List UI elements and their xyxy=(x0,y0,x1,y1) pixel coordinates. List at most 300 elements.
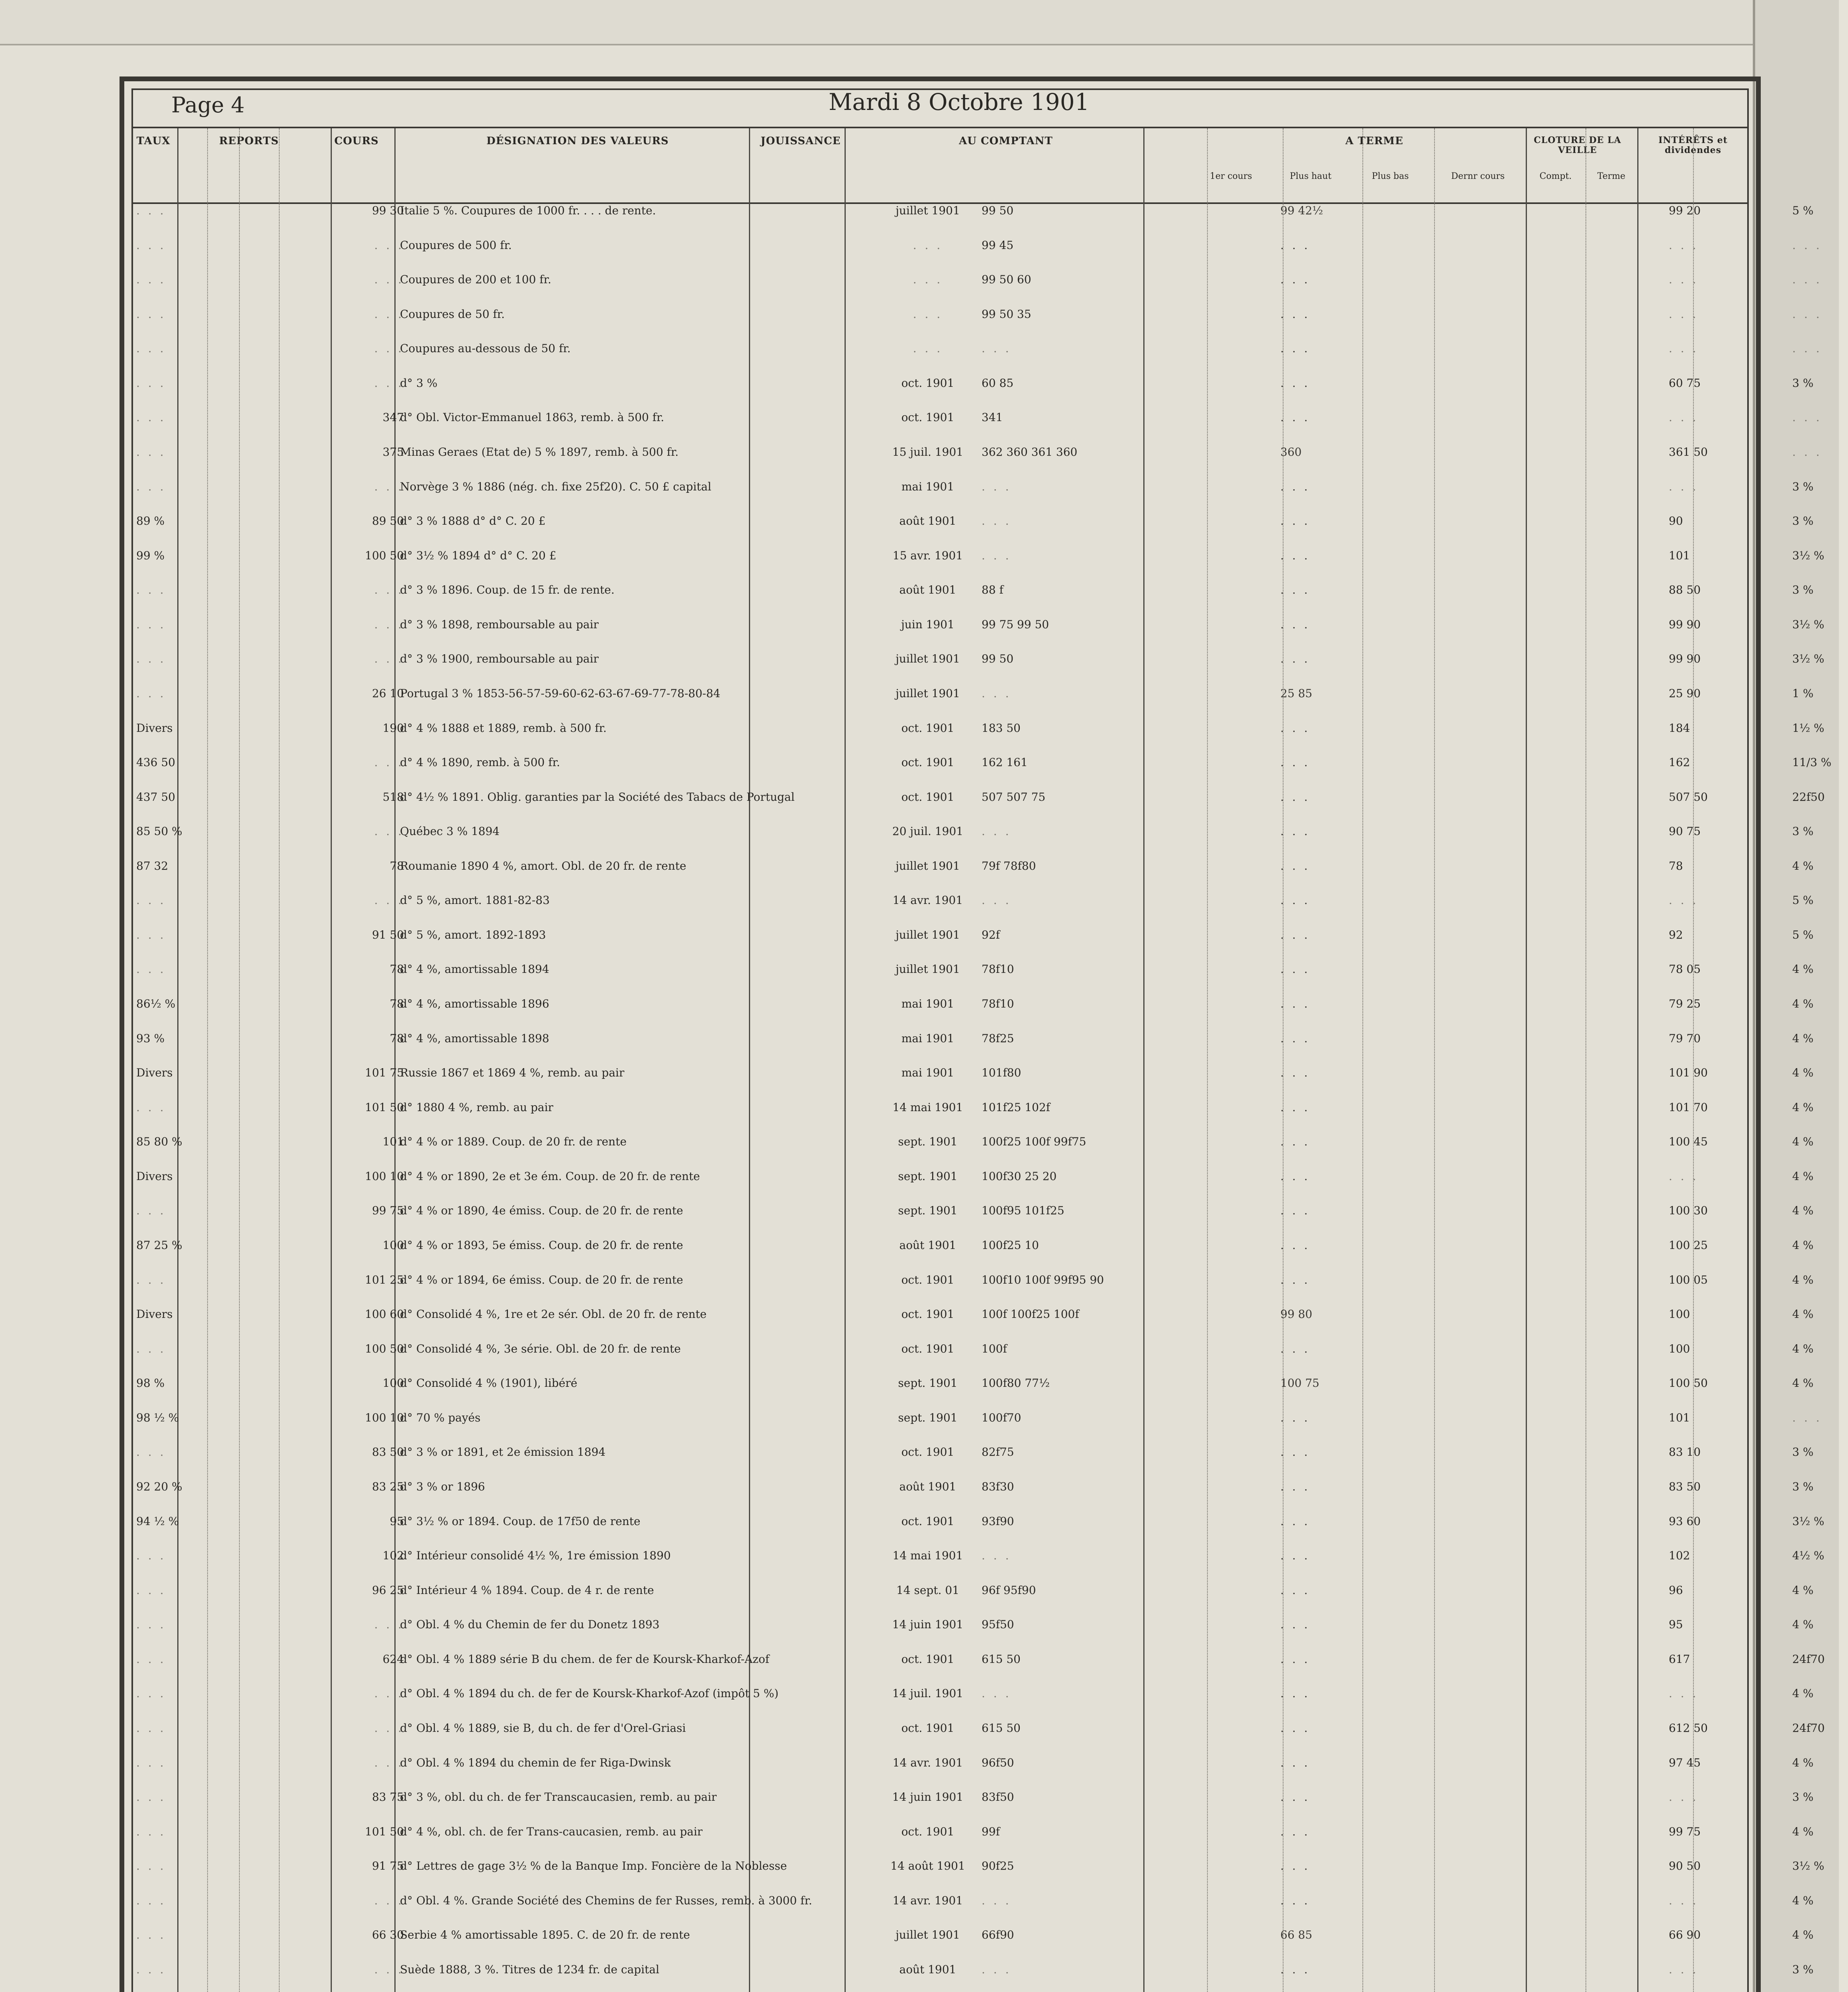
cell-terme: . . . xyxy=(1280,376,1310,390)
subheader-low: Plus bas xyxy=(1372,171,1409,181)
cell-taux: . . . xyxy=(136,963,166,976)
table-row xyxy=(133,342,1822,360)
cell-taux: . . . xyxy=(136,308,166,321)
cell-int: 1 % xyxy=(1792,687,1814,700)
cell-compt: 93f90 xyxy=(982,1515,1014,1528)
cell-jouis: sept. 1901 xyxy=(898,1135,958,1148)
table-row xyxy=(133,1204,1814,1222)
cell-name: d° 4 %, amortissable 1894 xyxy=(400,963,549,976)
cell-cours: 101 50 xyxy=(365,1825,404,1838)
table-row xyxy=(133,1653,1825,1671)
cell-int: 4 % xyxy=(1792,1308,1814,1321)
cell-taux: . . . xyxy=(136,928,166,941)
cell-name: d° 70 % payés xyxy=(400,1411,481,1424)
cell-int: 4 % xyxy=(1792,1101,1814,1114)
cell-name: d° 3 % or 1896 xyxy=(400,1480,485,1493)
cell-int: 4 % xyxy=(1792,1618,1814,1631)
table-row xyxy=(133,1411,1822,1429)
cell-cours: . . . xyxy=(374,652,404,665)
cell-terme: . . . xyxy=(1280,1790,1310,1804)
cell-compt: 78f10 xyxy=(982,963,1014,976)
cell-int: 3 % xyxy=(1792,1445,1814,1459)
cell-clot: 92 xyxy=(1669,928,1683,941)
cell-name: Portugal 3 % 1853-56-57-59-60-62-63-67-69-77-78-80-84 xyxy=(400,687,721,700)
cell-jouis: 14 avr. 1901 xyxy=(892,1756,963,1769)
cell-terme: . . . xyxy=(1280,790,1310,804)
cell-terme: . . . xyxy=(1280,549,1310,562)
cell-terme: . . . xyxy=(1280,1032,1310,1045)
cell-clot: . . . xyxy=(1669,1687,1699,1700)
cell-terme: . . . xyxy=(1280,514,1310,527)
cell-compt: . . . xyxy=(982,549,1011,562)
cell-int: . . . xyxy=(1792,239,1822,252)
cell-int: 3½ % xyxy=(1792,618,1824,631)
table-row xyxy=(133,549,1824,567)
cell-taux: Divers xyxy=(136,722,173,735)
cell-clot: . . . xyxy=(1669,1894,1699,1907)
cell-clot: 361 50 xyxy=(1669,445,1708,459)
cell-clot: . . . xyxy=(1669,411,1699,424)
cell-clot: 25 90 xyxy=(1669,687,1701,700)
cell-compt: 83f50 xyxy=(982,1790,1014,1804)
table-row xyxy=(133,1342,1814,1361)
cell-int: 4 % xyxy=(1792,1928,1814,1941)
cell-name: d° 4 % 1890, remb. à 500 fr. xyxy=(400,756,560,769)
cell-taux: 87 32 xyxy=(136,859,169,872)
cell-taux: . . . xyxy=(136,583,166,596)
cell-compt: 101f80 xyxy=(982,1066,1021,1079)
cell-int: 3½ % xyxy=(1792,1515,1824,1528)
cell-cours: . . . xyxy=(374,618,404,631)
cell-name: d° 3½ % 1894 d° d° C. 20 £ xyxy=(400,549,557,562)
cell-compt: 100f 100f25 100f xyxy=(982,1308,1079,1321)
cell-cours: . . . xyxy=(374,1721,404,1735)
cell-name: d° Obl. Victor-Emmanuel 1863, remb. à 500 fr. xyxy=(400,411,664,424)
cell-cours: . . . xyxy=(374,756,404,769)
cell-jouis: oct. 1901 xyxy=(901,411,954,424)
table-row xyxy=(133,411,1822,429)
cell-terme: . . . xyxy=(1280,825,1310,838)
cell-name: d° Consolidé 4 %, 1re et 2e sér. Obl. de 20 fr. de rente xyxy=(400,1308,707,1321)
cell-int: 1½ % xyxy=(1792,722,1824,735)
cell-taux: . . . xyxy=(136,1273,166,1286)
cell-jouis: . . . xyxy=(913,273,943,286)
table-row xyxy=(133,722,1824,740)
cell-jouis: oct. 1901 xyxy=(901,1445,954,1459)
cell-terme: . . . xyxy=(1280,1135,1310,1148)
cell-terme: . . . xyxy=(1280,342,1310,355)
cell-clot: 100 45 xyxy=(1669,1135,1708,1148)
cell-terme: . . . xyxy=(1280,308,1310,321)
cell-compt: . . . xyxy=(982,1687,1011,1700)
cell-taux: 85 80 % xyxy=(136,1135,182,1148)
table-row xyxy=(133,1032,1814,1050)
cell-jouis: mai 1901 xyxy=(901,1066,954,1079)
cell-int: 5 % xyxy=(1792,204,1814,217)
cell-clot: . . . xyxy=(1669,308,1699,321)
cell-cours: 89 50 xyxy=(372,514,404,527)
cell-compt: 100f xyxy=(982,1342,1007,1355)
cell-jouis: oct. 1901 xyxy=(901,1308,954,1321)
cell-taux: 85 50 % xyxy=(136,825,182,838)
cell-int: 4 % xyxy=(1792,859,1814,872)
cell-clot: 100 30 xyxy=(1669,1204,1708,1217)
table-row xyxy=(133,204,1814,222)
cell-clot: . . . xyxy=(1669,342,1699,355)
cell-taux: . . . xyxy=(136,1618,166,1631)
cell-cours: 100 xyxy=(382,1376,404,1390)
cell-int: 4 % xyxy=(1792,963,1814,976)
cell-jouis: 14 juil. 1901 xyxy=(892,1687,964,1700)
cell-compt: 79f 78f80 xyxy=(982,859,1036,872)
cell-jouis: juillet 1901 xyxy=(896,1928,960,1941)
cell-terme: . . . xyxy=(1280,480,1310,493)
cell-cours: 78 xyxy=(390,1032,404,1045)
cell-int: 4½ % xyxy=(1792,1549,1824,1562)
cell-int: 3 % xyxy=(1792,480,1814,493)
cell-cours: . . . xyxy=(374,480,404,493)
table-row xyxy=(133,1687,1814,1705)
cell-cours: 101 xyxy=(382,1135,404,1148)
cell-terme: . . . xyxy=(1280,1204,1310,1217)
cell-int: 11/3 % xyxy=(1792,756,1832,769)
cell-taux: . . . xyxy=(136,1204,166,1217)
cell-clot: 507 50 xyxy=(1669,790,1708,804)
cell-taux: Divers xyxy=(136,1170,173,1183)
table-row xyxy=(133,859,1814,878)
cell-compt: . . . xyxy=(982,825,1011,838)
table-row xyxy=(133,1721,1825,1740)
cell-terme: . . . xyxy=(1280,1653,1310,1666)
cell-terme: 25 85 xyxy=(1280,687,1313,700)
cell-int: 3 % xyxy=(1792,1790,1814,1804)
top-margin xyxy=(0,0,1753,45)
cell-jouis: mai 1901 xyxy=(901,480,954,493)
cell-int: 4 % xyxy=(1792,1687,1814,1700)
cell-taux: . . . xyxy=(136,1963,166,1976)
cell-int: 4 % xyxy=(1792,1273,1814,1286)
cell-name: d° 3 % xyxy=(400,376,438,390)
cell-terme: . . . xyxy=(1280,1101,1310,1114)
header-jouissance: JOUISSANCE xyxy=(760,135,841,147)
cell-cours: 83 75 xyxy=(372,1790,404,1804)
cell-cours: . . . xyxy=(374,825,404,838)
cell-terme: . . . xyxy=(1280,894,1310,907)
table-row xyxy=(133,1308,1814,1326)
cell-taux: . . . xyxy=(136,1653,166,1666)
table-row xyxy=(133,445,1822,464)
cell-taux: . . . xyxy=(136,1721,166,1735)
cell-int: 24f70 xyxy=(1792,1721,1825,1735)
cell-taux: . . . xyxy=(136,204,166,217)
cell-terme: . . . xyxy=(1280,411,1310,424)
cell-name: d° Consolidé 4 %, 3e série. Obl. de 20 fr. de rente xyxy=(400,1342,681,1355)
cell-cours: 101 75 xyxy=(365,1066,404,1079)
cell-clot: 79 70 xyxy=(1669,1032,1701,1045)
cell-taux: . . . xyxy=(136,239,166,252)
cell-taux: 94 ½ % xyxy=(136,1515,179,1528)
cell-compt: 83f30 xyxy=(982,1480,1014,1493)
cell-terme: . . . xyxy=(1280,1239,1310,1252)
cell-jouis: mai 1901 xyxy=(901,997,954,1010)
cell-int: 3 % xyxy=(1792,583,1814,596)
cell-compt: 100f70 xyxy=(982,1411,1021,1424)
table-row xyxy=(133,376,1814,395)
cell-clot: 78 05 xyxy=(1669,963,1701,976)
cell-name: d° Obl. 4 % 1889, sie B, du ch. de fer d'Orel-Griasi xyxy=(400,1721,686,1735)
cell-cours: 78 xyxy=(390,963,404,976)
cell-terme: . . . xyxy=(1280,1825,1310,1838)
cell-jouis: 14 avr. 1901 xyxy=(892,1894,963,1907)
cell-compt: . . . xyxy=(982,687,1011,700)
header-cours: COURS xyxy=(334,135,379,147)
cell-terme: . . . xyxy=(1280,1342,1310,1355)
cell-cours: 99 75 xyxy=(372,1204,404,1217)
table-row xyxy=(133,1445,1814,1464)
table-row xyxy=(133,997,1814,1016)
cell-cours: 100 xyxy=(382,1239,404,1252)
cell-compt: . . . xyxy=(982,894,1011,907)
cell-taux: . . . xyxy=(136,1894,166,1907)
cell-terme: . . . xyxy=(1280,1066,1310,1079)
cell-taux: . . . xyxy=(136,687,166,700)
cell-int: 3 % xyxy=(1792,825,1814,838)
cell-terme: . . . xyxy=(1280,1584,1310,1597)
cell-clot: 60 75 xyxy=(1669,376,1701,390)
table-row xyxy=(133,583,1814,602)
cell-clot: 79 25 xyxy=(1669,997,1701,1010)
cell-jouis: mai 1901 xyxy=(901,1032,954,1045)
cell-cours: . . . xyxy=(374,239,404,252)
cell-clot: . . . xyxy=(1669,480,1699,493)
cell-cours: 78 xyxy=(390,997,404,1010)
cell-taux: Divers xyxy=(136,1308,173,1321)
cell-taux: . . . xyxy=(136,1928,166,1941)
cell-clot: 83 10 xyxy=(1669,1445,1701,1459)
cell-name: Coupures de 200 et 100 fr. xyxy=(400,273,551,286)
cell-compt: 101f25 102f xyxy=(982,1101,1050,1114)
issue-date: Mardi 8 Octobre 1901 xyxy=(829,88,1090,116)
cell-jouis: . . . xyxy=(913,342,943,355)
cell-compt: 100f30 25 20 xyxy=(982,1170,1057,1183)
cell-terme: 99 42½ xyxy=(1280,204,1323,217)
cell-clot: 101 90 xyxy=(1669,1066,1708,1079)
cell-compt: 615 50 xyxy=(982,1653,1021,1666)
cell-terme: . . . xyxy=(1280,618,1310,631)
cell-name: Serbie 4 % amortissable 1895. C. de 20 fr. de rente xyxy=(400,1928,690,1941)
cell-cours: . . . xyxy=(374,1963,404,1976)
cell-jouis: oct. 1901 xyxy=(901,1653,954,1666)
cell-compt: . . . xyxy=(982,1894,1011,1907)
cell-int: 5 % xyxy=(1792,894,1814,907)
cell-taux: . . . xyxy=(136,1101,166,1114)
cell-compt: 99 50 35 xyxy=(982,308,1031,321)
table-row xyxy=(133,308,1822,326)
cell-clot: 88 50 xyxy=(1669,583,1701,596)
cell-jouis: juillet 1901 xyxy=(896,652,960,665)
cell-terme: . . . xyxy=(1280,1894,1310,1907)
cell-name: d° 5 %, amort. 1892-1893 xyxy=(400,928,546,941)
cell-jouis: 20 juil. 1901 xyxy=(892,825,964,838)
cell-cours: 101 25 xyxy=(365,1273,404,1286)
cell-cours: 26 10 xyxy=(372,687,404,700)
cell-jouis: oct. 1901 xyxy=(901,1273,954,1286)
cell-jouis: oct. 1901 xyxy=(901,1342,954,1355)
subheader-last: Dernr cours xyxy=(1451,171,1505,181)
cell-cours: . . . xyxy=(374,376,404,390)
cell-compt: 362 360 361 360 xyxy=(982,445,1078,459)
cell-taux: . . . xyxy=(136,411,166,424)
table-row xyxy=(133,273,1822,291)
cell-clot: 617 xyxy=(1669,1653,1690,1666)
cell-name: d° 5 %, amort. 1881-82-83 xyxy=(400,894,550,907)
cell-jouis: 15 juil. 1901 xyxy=(892,445,964,459)
cell-jouis: oct. 1901 xyxy=(901,1825,954,1838)
cell-name: d° 4 % or 1893, 5e émiss. Coup. de 20 fr. de rente xyxy=(400,1239,683,1252)
table-row xyxy=(133,790,1825,809)
cell-clot: 101 xyxy=(1669,549,1690,562)
cell-terme: . . . xyxy=(1280,1963,1310,1976)
cell-jouis: juillet 1901 xyxy=(896,928,960,941)
cell-name: d° 4 % 1888 et 1889, remb. à 500 fr. xyxy=(400,722,607,735)
cell-clot: 99 20 xyxy=(1669,204,1701,217)
cell-name: Russie 1867 et 1869 4 %, remb. au pair xyxy=(400,1066,625,1079)
cell-name: d° 3 %, obl. du ch. de fer Transcaucasien, remb. au pair xyxy=(400,1790,717,1804)
cell-terme: . . . xyxy=(1280,1170,1310,1183)
table-row xyxy=(133,652,1824,671)
cell-jouis: août 1901 xyxy=(899,1963,956,1976)
cell-taux: 87 25 % xyxy=(136,1239,182,1252)
cell-clot: 90 75 xyxy=(1669,825,1701,838)
cell-cours: 190 xyxy=(382,722,404,735)
cell-taux: . . . xyxy=(136,894,166,907)
cell-compt: 341 xyxy=(982,411,1003,424)
cell-clot: 100 05 xyxy=(1669,1273,1708,1286)
cell-cours: 100 50 xyxy=(365,549,404,562)
cell-jouis: sept. 1901 xyxy=(898,1376,958,1390)
cell-cours: 83 50 xyxy=(372,1445,404,1459)
cell-clot: . . . xyxy=(1669,1790,1699,1804)
cell-jouis: août 1901 xyxy=(899,583,956,596)
cell-jouis: août 1901 xyxy=(899,1239,956,1252)
cell-name: d° 4 %, amortissable 1896 xyxy=(400,997,549,1010)
cell-int: 3½ % xyxy=(1792,1859,1824,1872)
cell-terme: . . . xyxy=(1280,1480,1310,1493)
cell-cours: 100 10 xyxy=(365,1411,404,1424)
cell-taux: 98 % xyxy=(136,1376,165,1390)
cell-taux: 436 50 xyxy=(136,756,175,769)
table-row xyxy=(133,1928,1814,1947)
table-row xyxy=(133,1101,1814,1119)
cell-name: d° 4 % or 1889. Coup. de 20 fr. de rente xyxy=(400,1135,627,1148)
cell-name: d° Obl. 4 % 1889 série B du chem. de fer de Koursk-Kharkof-Azof xyxy=(400,1653,770,1666)
table-row xyxy=(133,928,1814,947)
cell-int: 24f70 xyxy=(1792,1653,1825,1666)
cell-terme: 99 80 xyxy=(1280,1308,1313,1321)
cell-int: 3 % xyxy=(1792,376,1814,390)
cell-compt: 82f75 xyxy=(982,1445,1014,1459)
cell-jouis: sept. 1901 xyxy=(898,1170,958,1183)
cell-taux: . . . xyxy=(136,1790,166,1804)
table-row xyxy=(133,1135,1814,1153)
cell-jouis: oct. 1901 xyxy=(901,1515,954,1528)
cell-jouis: juillet 1901 xyxy=(896,687,960,700)
cell-taux: . . . xyxy=(136,480,166,493)
cell-jouis: juillet 1901 xyxy=(896,963,960,976)
cell-name: Italie 5 %. Coupures de 1000 fr. . . . de rente. xyxy=(400,204,656,217)
table-row xyxy=(133,1618,1814,1636)
cell-cours: 375 xyxy=(382,445,404,459)
cell-clot: 99 90 xyxy=(1669,652,1701,665)
table-row xyxy=(133,1859,1824,1878)
table-row xyxy=(133,1376,1814,1395)
cell-clot: 101 70 xyxy=(1669,1101,1708,1114)
cell-terme: . . . xyxy=(1280,1859,1310,1872)
table-row xyxy=(133,1825,1814,1843)
cell-terme: . . . xyxy=(1280,1445,1310,1459)
cell-compt: 100f95 101f25 xyxy=(982,1204,1064,1217)
subheader-first: 1er cours xyxy=(1209,171,1252,181)
cell-terme: . . . xyxy=(1280,928,1310,941)
cell-clot: . . . xyxy=(1669,1963,1699,1976)
table-row xyxy=(133,618,1824,636)
cell-compt: 100f25 100f 99f75 xyxy=(982,1135,1086,1148)
cell-jouis: 15 avr. 1901 xyxy=(892,549,963,562)
cell-int: 4 % xyxy=(1792,1894,1814,1907)
table-row xyxy=(133,1790,1814,1809)
cell-jouis: oct. 1901 xyxy=(901,790,954,804)
cell-taux: 99 % xyxy=(136,549,165,562)
cell-jouis: sept. 1901 xyxy=(898,1204,958,1217)
cell-name: d° Consolidé 4 % (1901), libéré xyxy=(400,1376,578,1390)
cell-compt: 183 50 xyxy=(982,722,1021,735)
cell-cours: . . . xyxy=(374,273,404,286)
cell-taux: 98 ½ % xyxy=(136,1411,179,1424)
cell-compt: 99 50 60 xyxy=(982,273,1031,286)
cell-int: 22f50 xyxy=(1792,790,1825,804)
cell-name: d° Obl. 4 % 1894 du chemin de fer Riga-Dwinsk xyxy=(400,1756,671,1769)
cell-taux: . . . xyxy=(136,652,166,665)
cell-compt: 95f50 xyxy=(982,1618,1014,1631)
table-row xyxy=(133,1515,1824,1533)
cell-name: d° 3 % 1896. Coup. de 15 fr. de rente. xyxy=(400,583,615,596)
cell-int: 4 % xyxy=(1792,997,1814,1010)
cell-clot: 90 xyxy=(1669,514,1683,527)
table-row xyxy=(133,1549,1824,1567)
cell-int: 3½ % xyxy=(1792,652,1824,665)
cell-terme: . . . xyxy=(1280,1721,1310,1735)
cell-cours: . . . xyxy=(374,308,404,321)
cell-clot: 101 xyxy=(1669,1411,1690,1424)
cell-jouis: juin 1901 xyxy=(901,618,954,631)
cell-int: 3½ % xyxy=(1792,549,1824,562)
cell-int: 4 % xyxy=(1792,1825,1814,1838)
header-interets: INTÉRÊTS et dividendes xyxy=(1658,135,1728,156)
cell-name: Suède 1888, 3 %. Titres de 1234 fr. de capital xyxy=(400,1963,660,1976)
cell-name: d° Intérieur consolidé 4½ %, 1re émission 1890 xyxy=(400,1549,671,1562)
cell-jouis: juillet 1901 xyxy=(896,859,960,872)
cell-name: d° 4 % or 1890, 2e et 3e ém. Coup. de 20 fr. de rente xyxy=(400,1170,700,1183)
cell-int: 4 % xyxy=(1792,1756,1814,1769)
cell-name: Norvège 3 % 1886 (nég. ch. fixe 25f20). C. 50 £ capital xyxy=(400,480,711,493)
cell-cours: 101 50 xyxy=(365,1101,404,1114)
cell-clot: 93 60 xyxy=(1669,1515,1701,1528)
cell-int: 3 % xyxy=(1792,1480,1814,1493)
cell-clot: 99 90 xyxy=(1669,618,1701,631)
table-row xyxy=(133,1963,1814,1981)
cell-cours: 91 75 xyxy=(372,1859,404,1872)
cell-jouis: août 1901 xyxy=(899,514,956,527)
